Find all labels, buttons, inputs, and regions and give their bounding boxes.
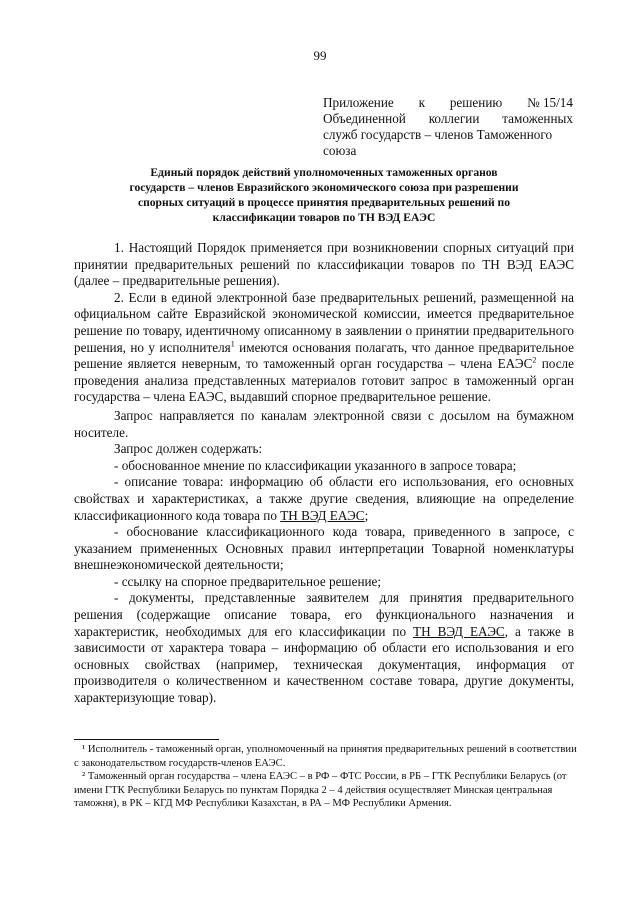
- appendix-word: Приложение: [323, 95, 394, 110]
- paragraph-3: Запрос направляется по каналам электронной связи с досылом на бумажном носителе.: [74, 407, 574, 440]
- footnote-ref-1[interactable]: 1: [230, 339, 235, 349]
- list-item-text: - документы, представленные заявителем для принятия предварительного решения (содержащие описание товара, его функционального назначения и характеристик, необходимых для его классификации по: [74, 590, 574, 639]
- list-item: [74, 474, 574, 524]
- paragraph-2-part-c: после проведения анализа представленных материалов готовит запрос в таможенный орган государства – члена ЕАЭС, выдавший спорное предварительное решение.: [74, 356, 574, 405]
- title-line: спорных ситуаций в процессе принятия предварительных решений по: [137, 196, 511, 209]
- footnote-1: ¹ Исполнитель - таможенный орган, уполномоченный на принятия предварительных решений в соответствии с законодательством государств-членов ЕАЭС.: [74, 744, 577, 769]
- paragraph-4: Запрос должен содержать:: [114, 441, 263, 457]
- appendix-line-4: союза: [323, 143, 357, 158]
- list-item: [74, 590, 574, 706]
- page-number: 99: [313, 48, 327, 63]
- document-body: [74, 240, 574, 707]
- title-line: государств – членов Евразийского экономического союза при разрешении: [129, 181, 519, 194]
- appendix-word: решению: [449, 95, 503, 110]
- appendix-word: к: [418, 95, 426, 110]
- decision-number: № 15/14: [527, 95, 573, 110]
- paragraph-2-part-a: 2. Если в единой электронной базе предварительных решений, размещенной на официальном сайте Евразийской экономической комиссии, имеется предварительное решение по товару, идентичному описанному в заявлении о принятии предварительного решения, но у исполнителя: [74, 289, 574, 355]
- appendix-line-1: [323, 95, 573, 111]
- title-line: Единый порядок действий уполномоченных таможенных органов: [150, 166, 498, 179]
- appendix-line-2: Объединенной коллегии таможенных: [323, 111, 573, 126]
- appendix-line-3: служб государств – членов Таможенного: [323, 127, 553, 142]
- footnote-ref-2[interactable]: 2: [532, 355, 537, 365]
- footnote-divider: [74, 739, 219, 740]
- document-title: [95, 165, 553, 225]
- tn-ved-link[interactable]: ТН ВЭД ЕАЭС: [413, 623, 505, 639]
- paragraph-1: 1. Настоящий Порядок применяется при возникновении спорных ситуаций при принятии предварительных решений по классификации товаров по ТН ВЭД ЕАЭС (далее – предварительные решения).: [74, 240, 574, 289]
- list-item: - ссылку на спорное предварительное решение;: [114, 573, 382, 589]
- appendix-header: [323, 95, 573, 159]
- footnotes: [74, 743, 579, 811]
- list-item: - обоснованное мнение по классификации указанного в запросе товара;: [114, 457, 517, 473]
- list-item: - обоснование классификационного кода товара, приведенного в запросе, с указанием примененных Основных правил интерпретации Товарной номенклатуры внешнеэкономической деятельности;: [74, 524, 574, 573]
- paragraph-2-part-b: имеются основания полагать, что данное предварительное решение является неверным, то таможенный орган государства – члена ЕАЭС: [74, 339, 574, 372]
- list-item-text: , а также в зависимости от характера товара – информацию об области его использования и его основных свойствах (например, техническая документация, информация от производителя о количественном и качественном составе товара, другие документы, характеризующие товар).: [74, 623, 575, 706]
- footnote-2: ² Таможенный орган государства – члена ЕАЭС – в РФ – ФТС России, в РБ – ГТК Республики Беларусь (от имени ГТК Республики Беларусь по пунктам Порядка 2 – 4 действия осуществляет Минская центральная таможня), в РК – КГД МФ Республики Казахстан, в РА – МФ Республики Армения.: [74, 771, 567, 810]
- tn-ved-link[interactable]: ТН ВЭД ЕАЭС: [280, 507, 365, 523]
- list-item-text: - описание товара: информацию об области его использования, его основных свойствах и характеристиках, а также другие сведения, влияющие на определение классификационного кода товара по: [74, 474, 574, 523]
- paragraph-2: [74, 290, 574, 406]
- list-item-text: ;: [364, 507, 369, 523]
- title-line: классификации товаров по ТН ВЭД ЕАЭС: [212, 211, 436, 224]
